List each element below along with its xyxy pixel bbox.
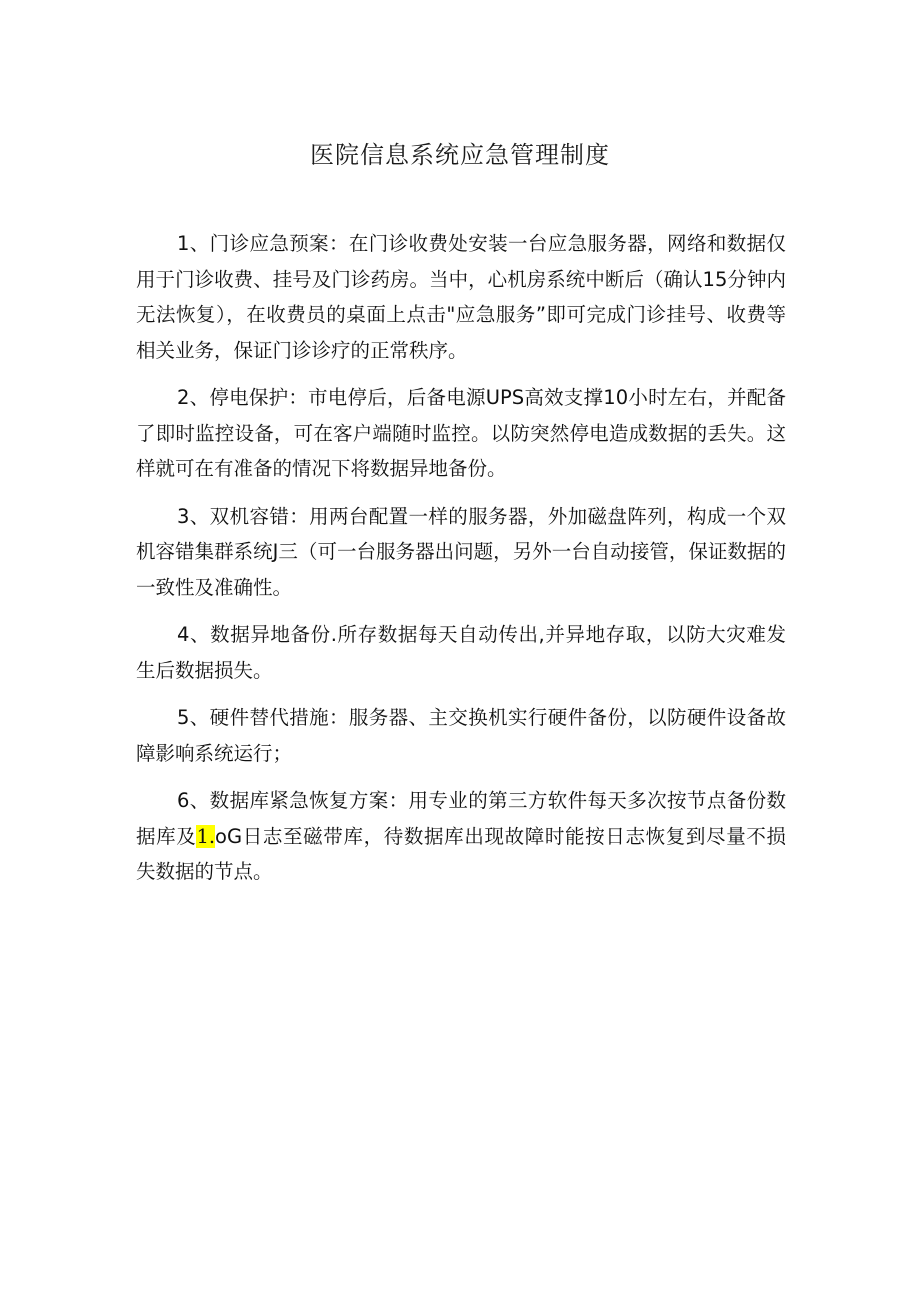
- paragraph-5: 5、硬件替代措施：服务器、主交换机实行硬件备份，以防硬件设备故障影响系统运行；: [136, 706, 786, 765]
- paragraph-6-text-before: 6、数据库紧急恢复方案：用专业的第三方软件每天多次按节点备份数据库及: [136, 789, 786, 848]
- paragraph-4: 4、数据异地备份.所存数据每天自动传出,并异地存取，以防大灾难发生后数据损失。: [136, 623, 786, 682]
- document-body: [136, 226, 786, 902]
- highlighted-text: 1.: [196, 824, 216, 848]
- document-title: 医院信息系统应急管理制度: [310, 141, 610, 169]
- paragraph-1: 1、门诊应急预案：在门诊收费处安装一台应急服务器，网络和数据仅用于门诊收费、挂号及门诊药房。当中，心机房系统中断后（确认15分钟内无法恢复），在收费员的桌面上点击"应急服务”即可完成门诊挂号、收费等相关业务，保证门诊诊疗的正常秩序。: [136, 232, 786, 362]
- paragraph-3: 3、双机容错：用两台配置一样的服务器，外加磁盘阵列，构成一个双机容错集群系统J三（可一台服务器出问题，另外一台自动接管，保证数据的一致性及准确性。: [136, 504, 786, 599]
- paragraph-6-text-after: oG日志至磁带库，待数据库出现故障时能按日志恢复到尽量不损失数据的节点。: [136, 824, 786, 883]
- paragraph-2: 2、停电保护：市电停后，后备电源UPS高效支撑10小时左右，并配备了即时监控设备，可在客户端随时监控。以防突然停电造成数据的丢失。这样就可在有准备的情况下将数据异地备份。: [136, 386, 786, 480]
- paragraph-6: [136, 783, 786, 890]
